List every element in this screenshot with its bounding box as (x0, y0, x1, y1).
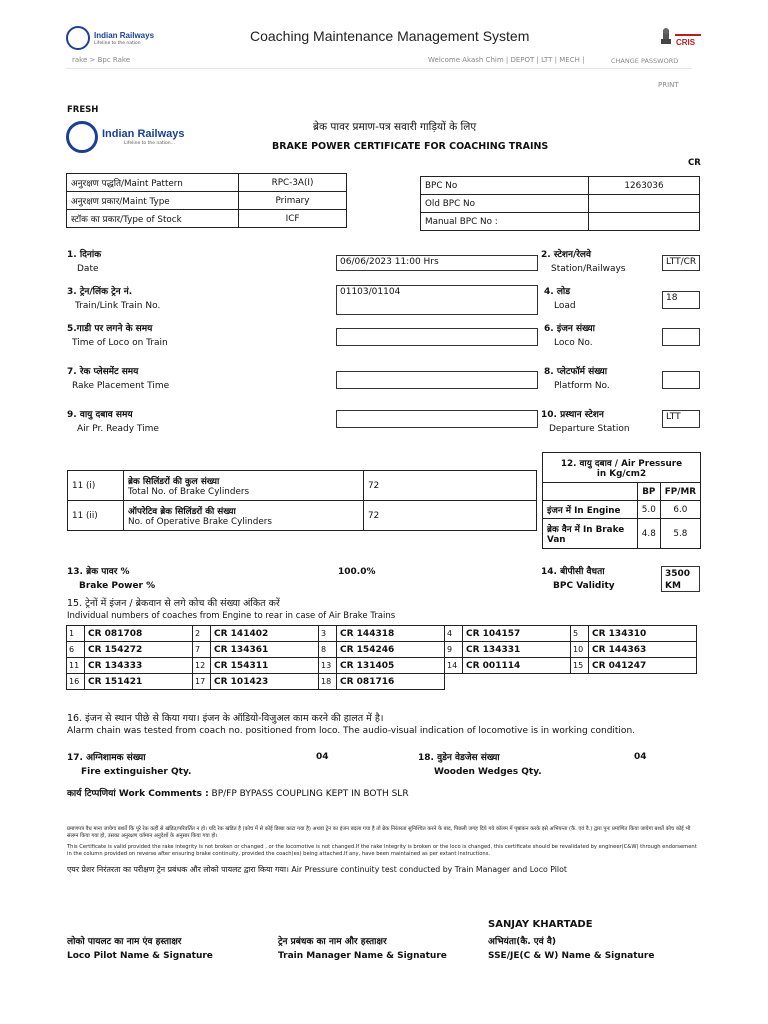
train-no-value: 01103/01104 (340, 287, 401, 297)
ir-header-tagline: Lifeline to the nation (94, 41, 141, 46)
maint-value: Primary (239, 192, 347, 210)
work-comments (67, 786, 409, 799)
field-7 (67, 365, 169, 393)
engineer-sig-hi: अभियंता(कै. एवं वै) (488, 937, 557, 947)
coach-number: CR 154272 (85, 642, 193, 658)
bpc-label: Old BPC No (421, 195, 589, 213)
cyl-no: 11 (ii) (68, 501, 124, 531)
table-row (67, 674, 697, 690)
bpc-label: Manual BPC No : (421, 213, 589, 231)
table-row (68, 471, 537, 501)
maint-label: अनुरक्षण पद्धति/Maint Pattern (67, 174, 239, 192)
ir-header-brand: Indian Railways (94, 31, 155, 40)
loco-no-field[interactable] (662, 328, 700, 346)
cris-logo-icon (675, 28, 703, 50)
train-manager-sig-en: Train Manager Name & Signature (278, 951, 447, 961)
wedges-value: 04 (634, 752, 647, 762)
loco-pilot-sig-en: Loco Pilot Name & Signature (67, 951, 213, 961)
field-3-label-en: Train/Link Train No. (75, 301, 161, 311)
field-6 (544, 322, 595, 350)
coach-index: 1 (67, 626, 85, 642)
field-13-label-en: Brake Power % (79, 581, 156, 591)
field-1 (67, 248, 101, 276)
coach-index: 8 (319, 642, 337, 658)
platform-field[interactable] (662, 371, 700, 389)
field-14-label-hi: 14. बीपीसी वैधता (541, 567, 605, 577)
coach-number: CR 134361 (211, 642, 319, 658)
air-ready-field[interactable] (336, 410, 538, 428)
field-10 (541, 408, 630, 436)
air-col-fp: FP/MR (660, 483, 700, 501)
cyl-value: 72 (364, 471, 537, 501)
cyl-desc-hi: ब्रेक सिलिंडरों की कुल संख्या (128, 476, 220, 487)
coach-number: CR 134310 (589, 626, 697, 642)
rake-placement-field[interactable] (336, 371, 538, 389)
field-9-label-hi: 9. वायु दबाव समय (67, 410, 133, 420)
cris-logo-text: CRIS (676, 38, 696, 47)
table-row (67, 642, 697, 658)
field-1-label-en: Date (77, 264, 99, 274)
coach-index: 14 (445, 658, 463, 674)
coach-number: CR 081708 (85, 626, 193, 642)
table-row (67, 174, 347, 192)
engineer-signature (488, 935, 654, 963)
table-row (543, 519, 701, 549)
loco-time-field[interactable] (336, 328, 538, 346)
doc-ir-logo (66, 121, 185, 155)
fresh-label: FRESH (67, 105, 99, 115)
field-6-label-en: Loco No. (554, 338, 593, 348)
indian-railways-logo-icon (66, 121, 98, 153)
alarm-hi: 16. इंजन से स्थान पीछे से किया गया। इंजन के ऑडियो-विजुअल काम करने की हालत में है। (67, 713, 384, 724)
coach-number: CR 141402 (211, 626, 319, 642)
table-row (67, 210, 347, 228)
field-8-label-en: Platform No. (554, 381, 610, 391)
coach-number: CR 154246 (337, 642, 445, 658)
field-10-label-en: Departure Station (549, 424, 630, 434)
table-row (68, 501, 537, 531)
field-3 (67, 285, 160, 313)
loco-pilot-sig-hi: लोको पायलट का नाम एंव हस्ताक्षर (67, 937, 182, 947)
field-2-label-en: Station/Railways (551, 264, 626, 274)
train-manager-signature (278, 935, 447, 963)
doc-logo-tagline: Lifeline to the nation... (124, 141, 175, 146)
field-17-label-en: Fire extinguisher Qty. (81, 767, 192, 777)
cyl-desc (124, 501, 364, 531)
coach-index: 10 (571, 642, 589, 658)
work-comments-label: कार्य टिप्पणियां Work Comments : (67, 789, 209, 799)
doc-title-english: BRAKE POWER CERTIFICATE FOR COACHING TRAINS (272, 141, 549, 152)
coach-number: CR 134331 (463, 642, 571, 658)
field-9 (67, 408, 159, 436)
table-row (67, 658, 697, 674)
coach-number: CR 144318 (337, 626, 445, 642)
field-4-label-hi: 4. लोड (544, 287, 571, 297)
coach-number: CR 154311 (211, 658, 319, 674)
coaches-title-en: Individual numbers of coaches from Engine to rear in case of Air Brake Trains (67, 611, 396, 621)
cyl-desc-hi: ऑपरेटिव ब्रेक सिलिंडरों की संख्या (128, 506, 236, 517)
bpc-validity-field[interactable]: 3500 KM (661, 566, 700, 592)
maint-value: ICF (239, 210, 347, 228)
air-pressure-table (542, 452, 701, 549)
national-emblem-icon (660, 28, 672, 46)
air-title-label: 12. वायु दबाव / Air Pressure (560, 458, 683, 469)
maint-label: स्टॉक का प्रकार/Type of Stock (67, 210, 239, 228)
air-row-label: इंजन में In Engine (543, 501, 638, 519)
cyl-desc-en: Total No. of Brake Cylinders (128, 486, 250, 497)
field-2-label-hi: 2. स्टेशन/रेलवे (541, 250, 592, 260)
bpc-value (589, 195, 700, 213)
cyl-value: 72 (364, 501, 537, 531)
cyl-desc-en: No. of Operative Brake Cylinders (128, 516, 272, 527)
indian-railways-logo-icon (66, 26, 90, 50)
field-7-label-en: Rake Placement Time (72, 381, 170, 391)
field-3-label-hi: 3. ट्रेन/लिंक ट्रेन नं. (67, 287, 133, 297)
air-row-label: ब्रेक वैन में In Brake Van (543, 519, 638, 549)
air-bp: 5.0 (637, 501, 660, 519)
field-2 (541, 248, 626, 276)
table-row (543, 453, 701, 483)
field-6-label-hi: 6. इंजन संख्या (544, 324, 595, 334)
note-hindi: प्रमाणपत्र वैध माना जायेगा बशर्ते कि पूरे रेक कहीं से खंडित/परिवर्तित न हो। यदि रेक खंडित है (कोच में से कोई डिब्बा काटा गया है) अथवा ट्रेन का इंजन बदला गया है तो ब्रेक निरंतरता सुनिश्चित करने के बाद, पिछली जगह दिये गये कॉलम में पृष्ठांकन करके इसे अभियन्ता (कै. एवं वै.) द्वारा पुनः प्रमाणित किया जायेगा बशर्ते कोच कोई भी संलग्न किया गया हो, उसका अनुरक्षण वर्तमान अनुदेशों के अनुसार किया गया हो। (67, 826, 691, 840)
field-1-label-hi: 1. दिनांक (67, 250, 102, 260)
table-row (67, 192, 347, 210)
field-9-label-en: Air Pr. Ready Time (77, 424, 159, 434)
field-8 (544, 365, 610, 393)
coach-index: 6 (67, 642, 85, 658)
air-unit-label: in Kg/cm2 (596, 468, 647, 479)
air-col-bp: BP (637, 483, 660, 501)
coach-number: CR 081716 (337, 674, 445, 690)
cylinders-table (67, 470, 537, 531)
field-17 (67, 751, 191, 779)
field-13 (67, 565, 155, 593)
table-row (421, 195, 700, 213)
change-password-link[interactable]: CHANGE PASSWORD (611, 57, 679, 65)
table-row (67, 626, 697, 642)
bpc-table (420, 176, 700, 231)
coach-number: CR 041247 (589, 658, 697, 674)
train-manager-sig-hi: ट्रेन प्रबंधक का नाम और हस्ताक्षर (278, 937, 387, 947)
field-5-label-hi: 5.गाडी पर लगने के समय (67, 324, 153, 334)
header-divider (66, 68, 692, 69)
continuity-note: एयर प्रेशर निरंतरता का परीक्षण ट्रेन प्रबंधक और लोको पायलट द्वारा किया गया। Air Pressure continuity test conducted by Train Manager and Loco Pilot (67, 865, 567, 874)
coach-index: 11 (67, 658, 85, 674)
engineer-sig-en: SSE/JE(C & W) Name & Signature (488, 951, 655, 961)
cyl-no: 11 (i) (68, 471, 124, 501)
table-row (421, 213, 700, 231)
departure-field[interactable]: LTT (662, 410, 700, 428)
doc-title-hindi: ब्रेक पावर प्रमाण-पत्र सवारी गाड़ियों के लिए (313, 121, 477, 133)
ir-header-logo (66, 26, 155, 52)
coach-index: 15 (571, 658, 589, 674)
railway-code: CR (688, 158, 701, 168)
table-row (421, 177, 700, 195)
engineer-name: SANJAY KHARTADE (488, 919, 593, 930)
load-field[interactable]: 18 (662, 291, 700, 309)
field-13-label-hi: 13. ब्रेक पावर % (67, 567, 130, 577)
field-18 (418, 751, 542, 779)
maint-table (66, 173, 347, 228)
table-row (543, 501, 701, 519)
field-10-label-hi: 10. प्रस्थान स्टेशन (541, 410, 604, 420)
date-field[interactable]: 06/06/2023 11:00 Hrs (336, 255, 538, 271)
alarm-en: Alarm chain was tested from coach no. positioned from loco. The audio-visual indication of locomotive is in working condition. (67, 726, 636, 736)
coach-index: 9 (445, 642, 463, 658)
breadcrumb[interactable]: rake > Bpc Rake (72, 56, 131, 64)
air-fp: 5.8 (660, 519, 700, 549)
maint-label: अनुरक्षण प्रकार/Maint Type (67, 192, 239, 210)
cyl-desc (124, 471, 364, 501)
coach-index: 4 (445, 626, 463, 642)
air-bp: 4.8 (637, 519, 660, 549)
coach-index: 17 (193, 674, 211, 690)
station-field[interactable]: LTT/CR (662, 255, 700, 271)
bpc-value (589, 213, 700, 231)
print-button[interactable]: PRINT (658, 81, 679, 89)
coach-number: CR 144363 (589, 642, 697, 658)
coach-number: CR 101423 (211, 674, 319, 690)
loco-pilot-signature (67, 935, 213, 963)
bpc-label: BPC No (421, 177, 589, 195)
bpc-value: 1263036 (589, 177, 700, 195)
field-8-label-hi: 8. प्लेटफॉर्म संख्या (544, 367, 608, 377)
field-7-label-hi: 7. रेक प्लेसमेंट समय (67, 367, 139, 377)
maint-value: RPC-3A(I) (239, 174, 347, 192)
air-fp: 6.0 (660, 501, 700, 519)
field-14 (541, 565, 615, 593)
coach-index: 13 (319, 658, 337, 674)
field-4 (544, 285, 576, 313)
coach-number: CR 001114 (463, 658, 571, 674)
coach-index: 2 (193, 626, 211, 642)
fire-ext-value: 04 (316, 752, 329, 762)
field-18-label-en: Wooden Wedges Qty. (434, 767, 542, 777)
coach-index: 3 (319, 626, 337, 642)
table-row (543, 483, 701, 501)
note-english: This Certificate is valid provided the rake integrity is not broken or changed , or the locomotive is not changed.If the rake Integrity is broken or the loco is changed, this certificate should be revalidated by engineer(C&W) through endorsement in the column provided on reverse after ensuring brake continuity, provided the coach(es) being attached.If any, have been maintained as per extant instructions. (67, 844, 697, 858)
coach-number: CR 104157 (463, 626, 571, 642)
coach-number: CR 151421 (85, 674, 193, 690)
field-18-label-hi: 18. वुडेन वेडजेस संख्या (418, 753, 500, 763)
air-title (543, 453, 701, 483)
field-5 (67, 322, 168, 350)
coach-index: 5 (571, 626, 589, 642)
coach-index: 12 (193, 658, 211, 674)
train-no-field[interactable] (336, 285, 538, 315)
field-17-label-hi: 17. अग्निशामक संख्या (67, 753, 146, 763)
system-title: Coaching Maintenance Management System (250, 28, 530, 44)
brake-power-value: 100.0% (338, 567, 376, 577)
field-5-label-en: Time of Loco on Train (72, 338, 168, 348)
doc-logo-name: Indian Railways (102, 128, 185, 140)
coach-number: CR 131405 (337, 658, 445, 674)
coach-index: 7 (193, 642, 211, 658)
coach-index: 18 (319, 674, 337, 690)
coach-index: 16 (67, 674, 85, 690)
coaches-title-hi: 15. ट्रेनों में इंजन / ब्रेकवान से लगे कोच की संख्या अंकित करें (67, 598, 280, 609)
coach-number: CR 134333 (85, 658, 193, 674)
coaches-table (66, 625, 697, 690)
work-comments-value: BP/FP BYPASS COUPLING KEPT IN BOTH SLR (211, 789, 409, 799)
welcome-text: Welcome Akash Chim | DEPOT | LTT | MECH | (428, 56, 585, 64)
field-14-label-en: BPC Validity (553, 581, 615, 591)
field-4-label-en: Load (554, 301, 576, 311)
